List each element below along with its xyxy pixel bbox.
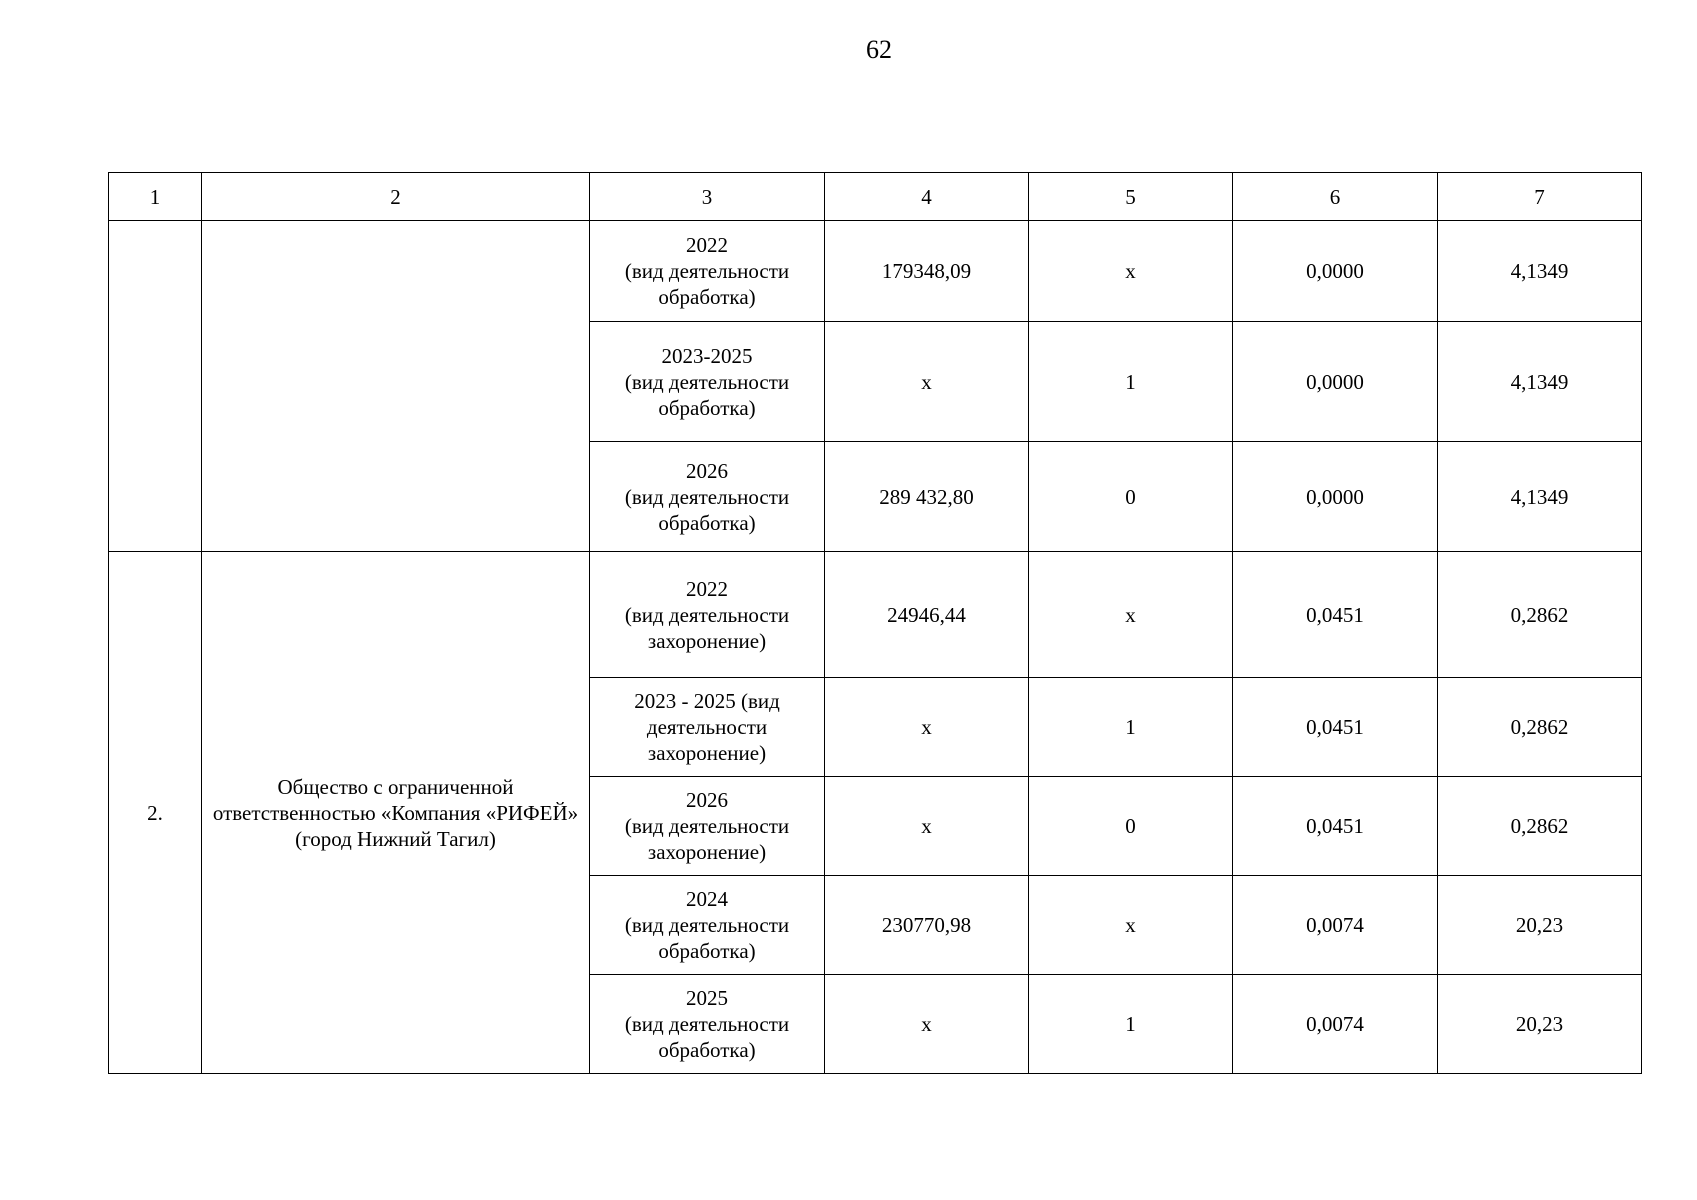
period-line: 2026 [686,458,728,483]
value-cell-7: 0,2862 [1438,777,1642,876]
period-cell [590,876,825,975]
period-line: (вид деятельности [624,259,790,283]
period-line: захоронение) [647,628,767,653]
value-cell-4: 289 432,80 [825,442,1029,552]
period-line: обработка) [658,395,756,420]
value-cell-6: 0,0074 [1233,975,1438,1074]
value-cell-6: 0,0451 [1233,678,1438,777]
value-cell-6: 0,0000 [1233,322,1438,442]
period-cell [590,975,825,1074]
value-cell-4: 24946,44 [825,552,1029,678]
value-cell-7: 4,1349 [1438,322,1642,442]
value-cell-7: 20,23 [1438,876,1642,975]
period-line: 2023-2025 [661,343,753,368]
header-row [109,173,1642,221]
period-line: (вид деятельности [624,369,790,394]
value-cell-5: 1 [1029,678,1233,777]
period-line: (вид деятельности [624,1012,790,1036]
row-number-cell: 2. [109,552,202,1074]
period-cell [590,442,825,552]
period-line: обработка) [658,510,756,535]
period-line: захоронение) [647,741,767,765]
period-line: 2023 - 2025 (вид [634,689,780,713]
organization-cell: Общество с ограниченной ответственностью «Компания «РИФЕЙ» (город Нижний Тагил) [202,552,590,1074]
value-cell-5: х [1029,876,1233,975]
row-number-cell [109,221,202,552]
header-cell-1: 1 [109,173,202,221]
period-line: (вид деятельности [624,913,790,937]
header-cell-4: 4 [825,173,1029,221]
period-line: 2022 [686,233,728,257]
period-cell [590,322,825,442]
page-number: 62 [866,35,892,64]
period-line: захоронение) [647,840,767,864]
period-line: (вид деятельности [624,602,790,627]
value-cell-5: х [1029,221,1233,322]
period-line: 2026 [686,788,728,812]
period-line: обработка) [658,939,756,963]
value-cell-7: 0,2862 [1438,678,1642,777]
value-cell-4: х [825,777,1029,876]
period-cell [590,678,825,777]
table-row [109,221,1642,322]
period-cell [590,552,825,678]
value-cell-7: 4,1349 [1438,442,1642,552]
value-cell-5: 0 [1029,777,1233,876]
value-cell-6: 0,0000 [1233,442,1438,552]
period-cell [590,777,825,876]
value-cell-5: 0 [1029,442,1233,552]
period-line: обработка) [658,285,756,309]
period-line: 2022 [686,576,728,601]
value-cell-7: 0,2862 [1438,552,1642,678]
period-cell [590,221,825,322]
value-cell-4: 179348,09 [825,221,1029,322]
value-cell-4: х [825,975,1029,1074]
value-cell-6: 0,0000 [1233,221,1438,322]
value-cell-7: 20,23 [1438,975,1642,1074]
period-line: обработка) [658,1038,756,1062]
period-line: (вид деятельности [624,484,790,509]
value-cell-7: 4,1349 [1438,221,1642,322]
value-cell-6: 0,0451 [1233,552,1438,678]
period-line: 2025 [686,986,728,1010]
value-cell-4: х [825,322,1029,442]
value-cell-5: х [1029,552,1233,678]
tariff-table [108,172,1642,1074]
header-cell-7: 7 [1438,173,1642,221]
value-cell-6: 0,0074 [1233,876,1438,975]
value-cell-6: 0,0451 [1233,777,1438,876]
period-line: (вид деятельности [624,814,790,838]
table-row [109,552,1642,678]
value-cell-5: 1 [1029,975,1233,1074]
organization-cell [202,221,590,552]
header-cell-3: 3 [590,173,825,221]
header-cell-5: 5 [1029,173,1233,221]
period-line: 2024 [686,887,728,911]
value-cell-5: 1 [1029,322,1233,442]
value-cell-4: х [825,678,1029,777]
header-cell-2: 2 [202,173,590,221]
period-line: деятельности [646,715,768,739]
value-cell-4: 230770,98 [825,876,1029,975]
header-cell-6: 6 [1233,173,1438,221]
